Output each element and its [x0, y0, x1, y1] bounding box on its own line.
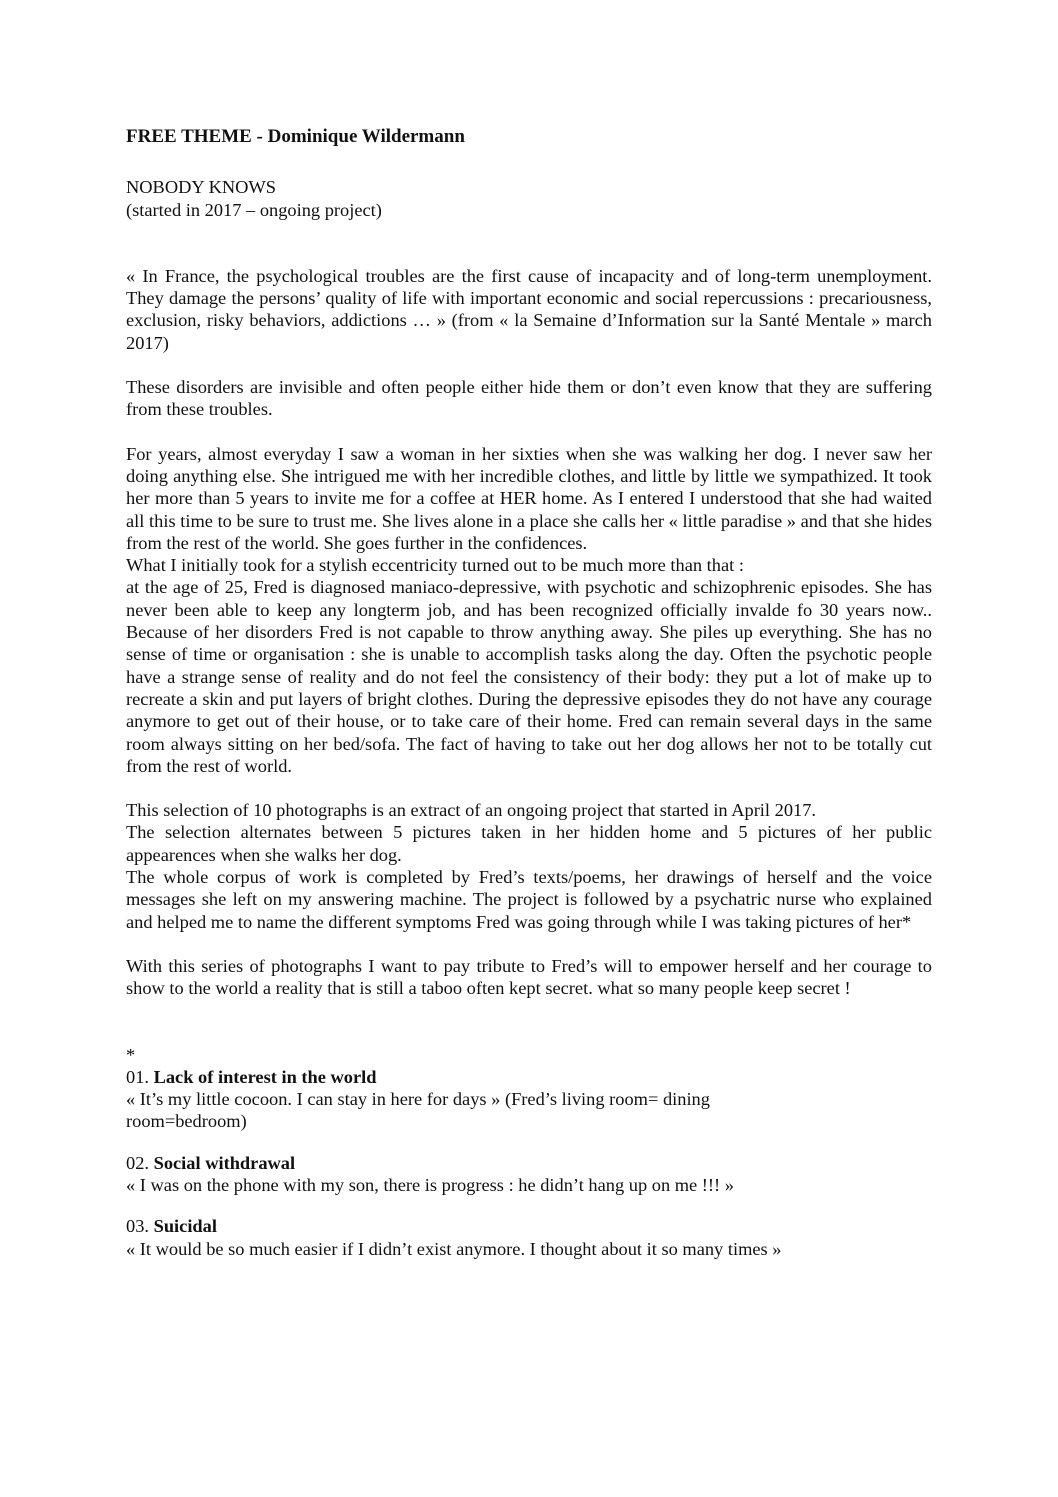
caption-heading [126, 1066, 932, 1088]
caption-quote: « It’s my little cocoon. I can stay in here for days » (Fred’s living room= dining room=bedroom) [126, 1089, 710, 1132]
caption-label: Suicidal [153, 1216, 217, 1237]
project-note: (started in 2017 – ongoing project) [126, 199, 382, 220]
caption-label: Social withdrawal [153, 1152, 296, 1173]
caption-number: 03. [126, 1216, 154, 1237]
caption-heading [126, 1152, 932, 1174]
paragraph-invisible-disorders: These disorders are invisible and often people either hide them or don’t even know that they are suffering from these troubles. [126, 377, 932, 420]
caption-quote: « It would be so much easier if I didn’t exist anymore. I thought about it so many times » [126, 1238, 782, 1259]
paragraph-selection: This selection of 10 photographs is an extract of an ongoing project that started in April 2017. [126, 800, 817, 821]
paragraph-corpus: The whole corpus of work is completed by Fred’s texts/poems, her drawings of herself and the voice messages she left on my answering machine. The project is followed by a psychatric nurse who explained and helped me to name the different symptoms Fred was going through while I was taking pictures of her* [126, 867, 932, 932]
paragraph-story: For years, almost everyday I saw a woman in her sixties when she was walking her dog. I never saw her doing anything else. She intrigued me with her incredible clothes, and little by little we sympathized. It took her more than 5 years to invite me for a coffee at HER home. As I entered I understood that she had waited all this time to be sure to trust me. She lives alone in a place she calls her « little paradise » and that she hides from the rest of the world. She goes further in the confidences. [126, 443, 932, 553]
caption-quote: « I was on the phone with my son, there is progress : he didn’t hang up on me !!! » [126, 1174, 734, 1195]
caption-item [126, 1215, 932, 1260]
caption-item [126, 1152, 932, 1197]
caption-heading [126, 1215, 932, 1237]
project-name: NOBODY KNOWS [126, 177, 277, 198]
paragraph-diagnosis: at the age of 25, Fred is diagnosed maniaco-depressive, with psychotic and schizophrenic episodes. She has never been able to keep any longterm job, and has been recognized officially invalde fo 30 years now.. Because of her disorders Fred is not capable to throw anything away. She piles up everything. She has no sense of time or organisation : she is unable to accomplish tasks along the day. Often the psychotic people have a strange sense of reality and do not feel the consistency of their body: they put a lot of make up to recreate a skin and put layers of bright clothes. During the depressive episodes they do not have any courage anymore to get out of their house, or to take care of their home. Fred can remain several days in the same room always sitting on her bed/sofa. The fact of having to take out her dog allows her not to be totally cut from the rest of world. [126, 577, 932, 776]
caption-item [126, 1066, 932, 1133]
footnote-marker: * [126, 1044, 136, 1065]
caption-number: 02. [126, 1152, 154, 1173]
document-page [126, 126, 932, 1279]
caption-label: Lack of interest in the world [153, 1066, 377, 1087]
paragraph-intro-quote: « In France, the psychological troubles are the first cause of incapacity and of long-term unemployment. They damage the persons’ quality of life with important economic and social repercussions : precariousness, exclusion, risky behaviors, addictions … » (from « la Semaine d’Information sur la Santé Mentale » march 2017) [126, 265, 932, 353]
document-title: FREE THEME - Dominique Wildermann [126, 126, 465, 147]
paragraph-tribute: With this series of photographs I want to pay tribute to Fred’s will to empower herself and her courage to show to the world a reality that is still a taboo often kept secret. what so many people keep secret ! [126, 955, 932, 999]
caption-number: 01. [126, 1066, 154, 1087]
paragraph-story-turn: What I initially took for a stylish eccentricity turned out to be much more than that : [126, 555, 744, 576]
paragraph-alternation: The selection alternates between 5 pictures taken in her hidden home and 5 pictures of her public appearences when she walks her dog. [126, 822, 932, 865]
